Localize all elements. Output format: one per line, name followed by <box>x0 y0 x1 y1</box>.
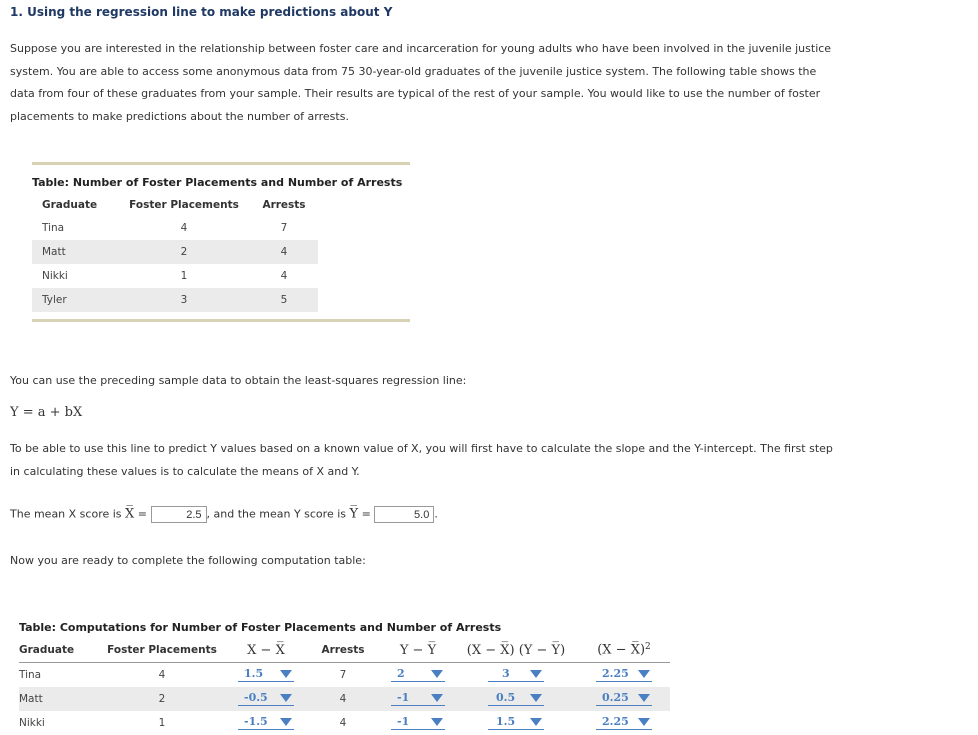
dropdown-value: 3 <box>502 666 510 680</box>
dropdown-value: -0.5 <box>244 690 268 704</box>
chevron-down-icon <box>638 718 650 726</box>
computation-intro-text: Now you are ready to complete the following computation table: <box>10 554 366 567</box>
graduate-cell: Nikki <box>42 270 68 282</box>
table1-header-graduate: Graduate <box>42 199 98 211</box>
arrests-cell: 4 <box>304 687 382 711</box>
table1-caption: Table: Number of Foster Placements and Number of Arrests <box>32 176 403 189</box>
table2-header-product <box>454 638 578 663</box>
y-bar-symbol: Y̅ <box>349 506 359 522</box>
table2 <box>19 638 670 735</box>
squared-exponent: 2 <box>645 642 651 653</box>
dropdown-value: -1.5 <box>244 714 268 728</box>
x-dev-dropdown[interactable] <box>238 690 294 706</box>
mean-x-input[interactable]: 2.5 <box>151 506 207 523</box>
dropdown-value: -1 <box>397 714 410 728</box>
table2-header-arrests: Arrests <box>304 638 382 663</box>
mean-y-input[interactable]: 5.0 <box>374 506 434 523</box>
table-row <box>19 687 670 711</box>
arrests-cell: 7 <box>280 222 288 234</box>
intro-line: data from four of these graduates from your sample. Their results are typical of the rest of your sample. You would like to use the number of foster <box>10 87 821 100</box>
table-row <box>19 711 670 735</box>
slope-line: in calculating these values is to calculate the means of X and Y. <box>10 464 360 478</box>
table2-header-x-dev <box>228 638 304 663</box>
graduate-cell: Tina <box>42 222 65 234</box>
foster-cell: 4 <box>180 222 188 234</box>
arrests-cell: 4 <box>339 717 347 729</box>
squared-dropdown[interactable] <box>596 690 652 706</box>
dropdown-value: 2 <box>397 666 405 680</box>
x-bar-symbol: X̅ <box>125 506 135 522</box>
chevron-down-icon <box>280 718 292 726</box>
arrests-cell: 5 <box>250 288 318 312</box>
slope-line: To be able to use this line to predict Y values based on a known value of X, you will first have to calculate the slope and the Y-intercept. The first step <box>10 442 833 455</box>
chevron-down-icon <box>431 670 443 678</box>
y-dev-dropdown[interactable] <box>391 690 445 706</box>
table2-header-graduate: Graduate <box>19 638 96 663</box>
means-sentence <box>10 506 438 523</box>
intro-line: placements to make predictions about the number of arrests. <box>10 109 349 123</box>
means-middle: , and the mean Y score is <box>206 507 346 521</box>
regression-intro <box>10 370 870 393</box>
squared-dropdown[interactable] <box>596 666 652 682</box>
intro-line: Suppose you are interested in the relationship between foster care and incarceration for young adults who have been involved in the juvenile justice <box>10 42 832 55</box>
chevron-down-icon <box>638 670 650 678</box>
regression-equation: Y = a + bX <box>10 405 83 420</box>
squared-dropdown[interactable] <box>596 714 652 730</box>
means-prefix: The mean X score is <box>10 507 122 521</box>
intro-paragraph <box>10 38 870 128</box>
dropdown-value: 0.5 <box>496 690 516 704</box>
chevron-down-icon <box>431 718 443 726</box>
product-dropdown[interactable] <box>488 690 544 706</box>
intro-line: system. You are able to access some anonymous data from 75 30-year-old graduates of the juvenile justice system. The following table shows the <box>10 64 817 78</box>
y-dev-formula: Y − Y̅ <box>399 642 437 658</box>
table1 <box>32 194 318 312</box>
question-title: 1. Using the regression line to make predictions about Y <box>10 5 393 19</box>
graduate-cell: Nikki <box>19 717 45 729</box>
graduate-cell: Matt <box>32 240 118 264</box>
y-dev-dropdown[interactable] <box>391 714 445 730</box>
arrests-cell: 4 <box>280 270 288 282</box>
x-dev-formula: X − X̅ <box>247 642 285 658</box>
foster-cell: 4 <box>158 669 166 681</box>
table1-top-rule <box>32 162 410 165</box>
table1-header-arrests: Arrests <box>262 199 306 211</box>
squared-formula: (X − X̅) <box>597 642 646 658</box>
dropdown-value: 1.5 <box>496 714 516 728</box>
table1-bottom-rule <box>32 319 410 322</box>
table2-header-y-dev <box>382 638 454 663</box>
x-dev-dropdown[interactable] <box>238 714 294 730</box>
graduate-cell: Tina <box>19 669 42 681</box>
slope-paragraph <box>10 438 870 483</box>
table-row <box>32 240 318 264</box>
product-dropdown[interactable] <box>488 666 544 682</box>
table-row <box>32 264 318 288</box>
table2-caption: Table: Computations for Number of Foster Placements and Number of Arrests <box>19 621 502 634</box>
graduate-cell: Tyler <box>32 288 118 312</box>
table2-header-squared <box>578 638 670 663</box>
means-suffix: . <box>434 507 438 521</box>
dropdown-value: 1.5 <box>244 666 264 680</box>
foster-cell: 2 <box>96 687 228 711</box>
arrests-cell: 7 <box>339 669 347 681</box>
dropdown-value: 2.25 <box>602 666 629 680</box>
chevron-down-icon <box>530 718 542 726</box>
y-dev-dropdown[interactable] <box>391 666 445 682</box>
chevron-down-icon <box>530 670 542 678</box>
chevron-down-icon <box>280 694 292 702</box>
foster-cell: 1 <box>158 717 166 729</box>
dropdown-value: 0.25 <box>602 690 629 704</box>
product-dropdown[interactable] <box>488 714 544 730</box>
dropdown-value: -1 <box>397 690 410 704</box>
foster-cell: 3 <box>118 288 250 312</box>
chevron-down-icon <box>280 670 292 678</box>
table-row <box>32 216 318 240</box>
table-row <box>19 663 670 688</box>
foster-cell: 2 <box>118 240 250 264</box>
x-dev-dropdown[interactable] <box>238 666 294 682</box>
graduate-cell: Matt <box>19 687 96 711</box>
computation-intro <box>10 550 870 573</box>
equals-sign: = <box>361 507 371 521</box>
table1-header-foster: Foster Placements <box>129 199 239 211</box>
chevron-down-icon <box>530 694 542 702</box>
table2-header-foster: Foster Placements <box>96 638 228 663</box>
chevron-down-icon <box>638 694 650 702</box>
arrests-cell: 4 <box>250 240 318 264</box>
table-row <box>32 288 318 312</box>
equals-sign: = <box>137 507 148 521</box>
dropdown-value: 2.25 <box>602 714 629 728</box>
foster-cell: 1 <box>180 270 188 282</box>
regression-intro-text: You can use the preceding sample data to obtain the least-squares regression line: <box>10 374 467 387</box>
product-formula: (X − X̅) (Y − Y̅) <box>466 642 566 658</box>
chevron-down-icon <box>431 694 443 702</box>
